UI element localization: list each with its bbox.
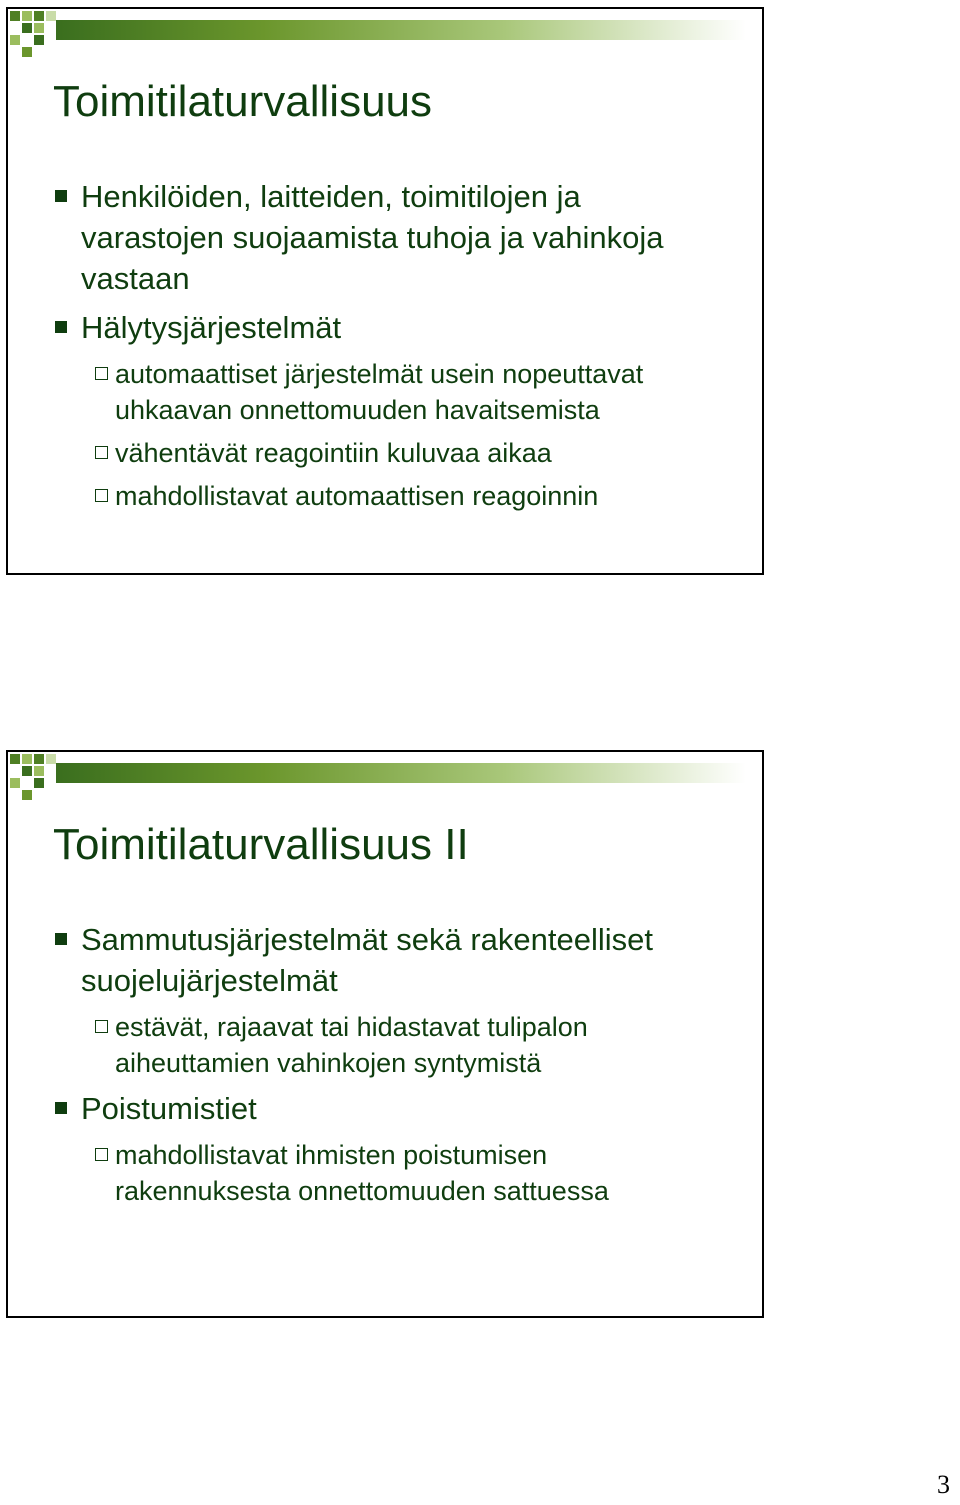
decoration-gradient-bar (56, 20, 746, 40)
bullet-item (8, 176, 764, 299)
slide-title: Toimitilaturvallisuus II (53, 820, 469, 869)
decoration-square (34, 23, 44, 33)
page-number: 3 (937, 1470, 950, 1499)
bullet-text: Henkilöiden, laitteiden, toimitilojen ja varastojen suojaamista tuhoja ja vahinkoja vastaan (81, 179, 664, 296)
slide-1 (6, 7, 764, 575)
hollow-square-bullet-icon (95, 1148, 108, 1161)
sub-bullet-text: mahdollistavat ihmisten poistumisen rakennuksesta onnettomuuden sattuessa (115, 1140, 609, 1206)
decoration-square (22, 754, 32, 764)
bullet-item (8, 1088, 764, 1129)
sub-bullet-text: vähentävät reagointiin kuluvaa aikaa (115, 438, 552, 468)
bullet-text: Sammutusjärjestelmät sekä rakenteelliset suojelujärjestelmät (81, 922, 654, 998)
decoration-square (34, 35, 44, 45)
sub-bullet-text: mahdollistavat automaattisen reagoinnin (115, 481, 599, 511)
sub-bullet-item (8, 1009, 764, 1081)
decoration-square (22, 11, 32, 21)
decoration-square (34, 766, 44, 776)
bullet-item (8, 307, 764, 348)
decoration-square (34, 778, 44, 788)
decoration-square (22, 766, 32, 776)
slide-body (8, 176, 764, 521)
sub-bullet-item (8, 478, 764, 514)
decoration-square (10, 778, 20, 788)
square-bullet-icon (55, 321, 67, 333)
sub-bullet-text: estävät, rajaavat tai hidastavat tulipalon aiheuttamien vahinkojen syntymistä (115, 1012, 588, 1078)
slide-title: Toimitilaturvallisuus (53, 77, 433, 126)
bullet-item (8, 919, 764, 1001)
sub-bullet-item (8, 1137, 764, 1209)
sub-bullet-item (8, 356, 764, 428)
decoration-square (10, 11, 20, 21)
decoration-square (10, 754, 20, 764)
square-bullet-icon (55, 190, 67, 202)
decoration-square (10, 35, 20, 45)
slide-decoration (8, 752, 764, 802)
hollow-square-bullet-icon (95, 1020, 108, 1033)
sub-bullet-item (8, 435, 764, 471)
sub-bullet-text: automaattiset järjestelmät usein nopeuttavat uhkaavan onnettomuuden havaitsemista (115, 359, 644, 425)
decoration-square (34, 754, 44, 764)
slide-2 (6, 750, 764, 1318)
decoration-gradient-bar (56, 763, 746, 783)
bullet-text: Poistumistiet (81, 1091, 257, 1126)
decoration-square (22, 23, 32, 33)
hollow-square-bullet-icon (95, 446, 108, 459)
hollow-square-bullet-icon (95, 367, 108, 380)
decoration-square (34, 11, 44, 21)
bullet-text: Hälytysjärjestelmät (81, 310, 342, 345)
slide-body (8, 919, 764, 1216)
square-bullet-icon (55, 933, 67, 945)
decoration-square (46, 11, 56, 21)
decoration-square (22, 47, 32, 57)
slide-decoration (8, 9, 764, 59)
hollow-square-bullet-icon (95, 489, 108, 502)
decoration-square (22, 790, 32, 800)
decoration-square (46, 754, 56, 764)
square-bullet-icon (55, 1102, 67, 1114)
